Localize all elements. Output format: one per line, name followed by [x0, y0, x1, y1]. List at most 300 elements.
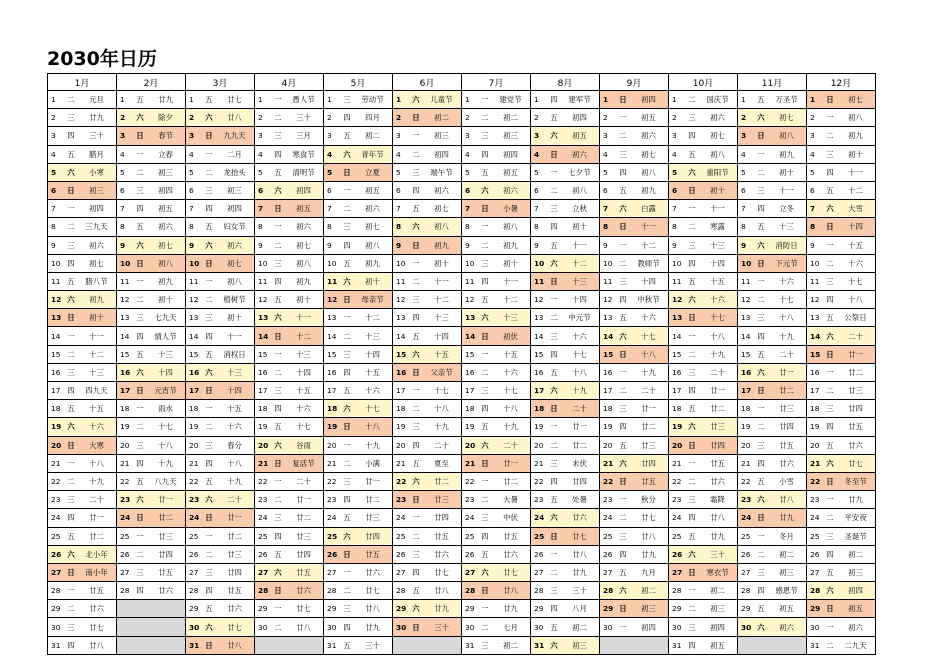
day-number: 16: [603, 367, 613, 377]
lunar-label: 十三: [434, 313, 449, 323]
day-number: 10: [465, 258, 475, 268]
day-cell: [48, 272, 117, 290]
day-cell: [117, 472, 186, 490]
lunar-label: 廿七: [641, 513, 656, 523]
day-number: 2: [603, 113, 608, 123]
day-number: 26: [534, 549, 544, 559]
lunar-label: 初七: [641, 149, 656, 159]
weekday-label: 一: [412, 131, 420, 141]
day-cell: [807, 163, 876, 181]
day-number: 20: [534, 440, 544, 450]
lunar-label: 十三: [710, 240, 725, 250]
day-number: 4: [51, 149, 56, 159]
day-cell: [186, 600, 255, 618]
day-cell: [600, 309, 669, 327]
day-cell: [600, 509, 669, 527]
lunar-label: 十七: [158, 422, 173, 432]
weekday-label: 三: [619, 404, 627, 414]
weekday-label: 一: [550, 167, 558, 177]
day-number: 3: [672, 131, 677, 141]
lunar-label: 十六: [503, 367, 518, 377]
day-number: 26: [120, 549, 130, 559]
weekday-label: 四: [205, 204, 213, 214]
weekday-label: 三: [343, 349, 351, 359]
day-cell: [255, 472, 324, 490]
day-cell: [807, 545, 876, 563]
day-cell: [462, 345, 531, 363]
weekday-label: 五: [757, 604, 765, 614]
weekday-label: 三: [136, 186, 144, 196]
lunar-label: 冬至节: [844, 477, 867, 487]
day-cell: [600, 436, 669, 454]
day-cell: [807, 309, 876, 327]
month-header: 3月: [186, 74, 255, 91]
day-cell: [531, 636, 600, 654]
weekday-label: 四: [136, 586, 144, 596]
day-cell: [669, 272, 738, 290]
lunar-label: 初九: [641, 186, 656, 196]
weekday-label: 三: [67, 367, 75, 377]
lunar-label: 廿七: [296, 604, 311, 614]
weekday-label: 四: [757, 458, 765, 468]
day-number: 17: [534, 386, 545, 396]
day-cell: [669, 436, 738, 454]
weekday-label: 四: [274, 149, 282, 159]
lunar-label: 元旦: [89, 95, 104, 105]
day-number: 12: [603, 295, 613, 305]
lunar-label: 十八: [779, 313, 794, 323]
lunar-label: 初五: [641, 113, 656, 123]
day-number: 7: [51, 204, 56, 214]
day-number: 8: [465, 222, 470, 232]
day-number: 19: [672, 422, 683, 432]
day-cell: [255, 527, 324, 545]
day-number: 25: [810, 531, 820, 541]
lunar-label: 廿二: [503, 477, 518, 487]
weekday-label: 二: [619, 513, 627, 523]
weekday-label: 六: [619, 204, 627, 214]
day-number: 19: [810, 422, 820, 432]
day-cell: [186, 563, 255, 581]
weekday-label: 日: [412, 367, 420, 377]
weekday-label: 五: [757, 95, 765, 105]
day-number: 9: [465, 240, 470, 250]
weekday-label: 四: [688, 131, 696, 141]
day-number: 2: [327, 113, 332, 123]
day-cell: [738, 509, 807, 527]
lunar-label: 初三: [848, 567, 863, 577]
day-number: 10: [396, 258, 406, 268]
weekday-label: 六: [343, 404, 351, 414]
day-number: 25: [396, 531, 406, 541]
weekday-label: 一: [67, 458, 75, 468]
lunar-label: 廿二: [848, 367, 863, 377]
day-number: 30: [534, 622, 544, 632]
weekday-label: 三: [481, 513, 489, 523]
day-number: 25: [327, 531, 338, 541]
day-number: 7: [810, 204, 816, 214]
weekday-label: 日: [67, 313, 75, 323]
table-row: [48, 163, 876, 181]
day-number: 1: [672, 95, 677, 105]
day-number: 28: [603, 586, 614, 596]
weekday-label: 日: [343, 549, 351, 559]
weekday-label: 四: [757, 331, 765, 341]
day-number: 31: [534, 640, 545, 650]
lunar-label: 廿八: [779, 495, 794, 505]
lunar-label: 二十: [848, 331, 863, 341]
day-number: 4: [327, 149, 333, 159]
lunar-label: 二十: [572, 404, 587, 414]
lunar-label: 初四: [158, 186, 173, 196]
day-cell: [669, 509, 738, 527]
day-number: 8: [51, 222, 56, 232]
weekday-label: 一: [688, 586, 696, 596]
weekday-label: 五: [688, 404, 696, 414]
weekday-label: 一: [412, 386, 420, 396]
day-cell: [600, 527, 669, 545]
day-number: 17: [258, 386, 268, 396]
weekday-label: 日: [826, 95, 834, 105]
day-cell: [324, 436, 393, 454]
day-cell: [255, 491, 324, 509]
day-number: 13: [603, 313, 613, 323]
weekday-label: 四: [205, 586, 213, 596]
lunar-label: 廿七: [227, 95, 242, 105]
weekday-label: 六: [412, 95, 420, 105]
weekday-label: 三: [481, 386, 489, 396]
weekday-label: 二: [619, 386, 627, 396]
weekday-label: 四: [67, 386, 75, 396]
weekday-label: 六: [481, 186, 489, 196]
day-cell: [186, 636, 255, 654]
lunar-label: 初四: [641, 95, 656, 105]
lunar-label: 初六: [641, 131, 656, 141]
day-cell: [531, 218, 600, 236]
weekday-label: 四: [412, 186, 420, 196]
day-cell: [393, 382, 462, 400]
day-cell: [324, 563, 393, 581]
weekday-label: 五: [550, 495, 558, 505]
day-number: 30: [258, 622, 268, 632]
weekday-label: 日: [550, 531, 558, 541]
weekday-label: 六: [757, 113, 765, 123]
day-number: 24: [810, 513, 820, 523]
day-cell: [393, 309, 462, 327]
weekday-label: 一: [274, 222, 282, 232]
day-number: 7: [741, 204, 746, 214]
day-number: 7: [465, 204, 471, 214]
day-cell: [738, 527, 807, 545]
day-cell: [324, 600, 393, 618]
day-cell: [600, 91, 669, 109]
weekday-label: 一: [205, 149, 213, 159]
weekday-label: 四: [826, 167, 834, 177]
weekday-label: 日: [481, 204, 489, 214]
lunar-label: 初六: [89, 240, 104, 250]
lunar-label: 廿一: [848, 349, 863, 359]
weekday-label: 一: [688, 458, 696, 468]
day-number: 9: [327, 240, 332, 250]
month-header: 11月: [738, 74, 807, 91]
day-cell: [807, 563, 876, 581]
day-number: 3: [603, 131, 608, 141]
weekday-label: 日: [67, 567, 75, 577]
day-cell: [669, 618, 738, 636]
lunar-label: 廿八: [227, 640, 242, 650]
lunar-label: 二十: [296, 477, 311, 487]
lunar-label: 初八: [572, 186, 587, 196]
lunar-label: 小雪: [779, 477, 794, 487]
empty-cell: [738, 636, 807, 654]
day-number: 26: [603, 549, 613, 559]
lunar-label: 大寒: [89, 440, 104, 450]
weekday-label: 日: [136, 386, 144, 396]
lunar-label: 廿五: [848, 422, 863, 432]
day-number: 31: [51, 640, 61, 650]
day-cell: [255, 545, 324, 563]
day-number: 13: [534, 313, 544, 323]
day-cell: [393, 327, 462, 345]
day-number: 20: [603, 440, 613, 450]
weekday-label: 六: [688, 295, 696, 305]
day-number: 23: [741, 495, 752, 505]
lunar-label: 十八: [572, 367, 587, 377]
weekday-label: 一: [343, 567, 351, 577]
day-cell: [462, 127, 531, 145]
weekday-label: 二: [67, 477, 75, 487]
weekday-label: 二: [136, 167, 144, 177]
day-cell: [738, 436, 807, 454]
day-number: 12: [534, 295, 544, 305]
lunar-label: 寒露: [710, 222, 725, 232]
day-cell: [393, 163, 462, 181]
day-cell: [324, 363, 393, 381]
day-number: 29: [810, 604, 821, 614]
lunar-label: 妇女节: [223, 222, 246, 232]
lunar-label: 廿六: [710, 477, 725, 487]
day-number: 14: [672, 331, 682, 341]
lunar-label: 廿五: [89, 586, 104, 596]
day-number: 1: [396, 95, 402, 105]
day-number: 26: [810, 549, 820, 559]
day-cell: [48, 163, 117, 181]
day-number: 18: [741, 404, 751, 414]
day-cell: [48, 218, 117, 236]
day-number: 23: [465, 495, 475, 505]
day-cell: [531, 382, 600, 400]
lunar-label: 初十: [365, 276, 380, 286]
day-cell: [807, 254, 876, 272]
lunar-label: 十八: [710, 331, 725, 341]
lunar-label: 初三: [158, 167, 173, 177]
day-cell: [531, 545, 600, 563]
weekday-label: 三: [412, 167, 420, 177]
lunar-label: 十一: [779, 186, 794, 196]
weekday-label: 一: [826, 240, 834, 250]
lunar-label: 十三: [572, 276, 587, 286]
day-cell: [48, 400, 117, 418]
day-number: 22: [189, 477, 199, 487]
lunar-label: 廿五: [710, 458, 725, 468]
weekday-label: 日: [481, 458, 489, 468]
weekday-label: 二: [826, 131, 834, 141]
lunar-label: 十二: [296, 331, 311, 341]
lunar-label: 初四: [572, 113, 587, 123]
lunar-label: 大暑: [503, 495, 518, 505]
day-cell: [531, 181, 600, 199]
weekday-label: 六: [274, 186, 282, 196]
lunar-label: 廿二: [296, 513, 311, 523]
weekday-label: 四: [619, 295, 627, 305]
weekday-label: 一: [274, 349, 282, 359]
lunar-label: 初七: [158, 240, 173, 250]
day-number: 23: [120, 495, 131, 505]
day-cell: [462, 363, 531, 381]
day-cell: [48, 618, 117, 636]
lunar-label: 廿四: [641, 458, 656, 468]
weekday-label: 六: [481, 313, 489, 323]
weekday-label: 一: [274, 95, 282, 105]
day-cell: [48, 127, 117, 145]
day-number: 11: [189, 276, 199, 286]
weekday-label: 二: [481, 113, 489, 123]
day-number: 15: [603, 349, 614, 359]
weekday-label: 一: [136, 149, 144, 159]
day-number: 3: [534, 131, 540, 141]
day-cell: [531, 272, 600, 290]
lunar-label: 龙抬头: [223, 167, 246, 177]
day-number: 10: [120, 258, 131, 268]
day-cell: [600, 600, 669, 618]
lunar-label: 廿三: [296, 531, 311, 541]
lunar-label: 寒食节: [292, 149, 315, 159]
day-number: 28: [396, 586, 406, 596]
day-cell: [255, 309, 324, 327]
day-number: 26: [51, 549, 62, 559]
day-number: 2: [51, 113, 56, 123]
day-cell: [117, 400, 186, 418]
weekday-label: 日: [67, 186, 75, 196]
weekday-label: 一: [757, 531, 765, 541]
empty-cell: [600, 636, 669, 654]
lunar-label: 廿二: [89, 531, 104, 541]
weekday-label: 日: [550, 149, 558, 159]
weekday-label: 五: [550, 113, 558, 123]
weekday-label: 日: [826, 604, 834, 614]
lunar-label: 建军节: [568, 95, 591, 105]
day-number: 9: [534, 240, 539, 250]
weekday-label: 五: [343, 640, 351, 650]
lunar-label: 廿七: [365, 586, 380, 596]
day-number: 14: [258, 331, 269, 341]
day-cell: [669, 491, 738, 509]
lunar-label: 廿二: [158, 513, 173, 523]
month-header: 9月: [600, 74, 669, 91]
day-number: 14: [396, 331, 406, 341]
day-cell: [393, 200, 462, 218]
lunar-label: 廿五: [641, 477, 656, 487]
weekday-label: 二: [136, 295, 144, 305]
lunar-label: 除夕: [158, 113, 173, 123]
day-number: 13: [465, 313, 476, 323]
day-number: 12: [672, 295, 683, 305]
day-cell: [807, 200, 876, 218]
day-cell: [324, 218, 393, 236]
day-cell: [393, 109, 462, 127]
day-number: 24: [672, 513, 682, 523]
lunar-label: 廿九: [710, 531, 725, 541]
day-cell: [807, 600, 876, 618]
weekday-label: 二: [136, 549, 144, 559]
month-header: 5月: [324, 74, 393, 91]
day-cell: [48, 418, 117, 436]
day-number: 4: [672, 149, 677, 159]
weekday-label: 四: [343, 367, 351, 377]
day-cell: [186, 527, 255, 545]
day-number: 19: [189, 422, 199, 432]
weekday-label: 六: [205, 113, 213, 123]
day-cell: [48, 109, 117, 127]
lunar-label: 初十: [710, 186, 725, 196]
day-number: 16: [327, 367, 337, 377]
lunar-label: 三十: [710, 549, 725, 559]
lunar-label: 三十: [572, 586, 587, 596]
day-cell: [531, 236, 600, 254]
day-number: 23: [51, 495, 61, 505]
lunar-label: 消权日: [223, 349, 246, 359]
day-cell: [807, 272, 876, 290]
weekday-label: 五: [274, 549, 282, 559]
day-cell: [669, 327, 738, 345]
lunar-label: 初四: [89, 204, 104, 214]
day-number: 14: [120, 331, 130, 341]
weekday-label: 五: [343, 513, 351, 523]
day-number: 17: [741, 386, 752, 396]
day-number: 25: [189, 531, 199, 541]
weekday-label: 四: [136, 458, 144, 468]
day-cell: [48, 254, 117, 272]
table-row: [48, 600, 876, 618]
day-cell: [807, 418, 876, 436]
lunar-label: 初十: [779, 167, 794, 177]
lunar-label: 廿七: [503, 567, 518, 577]
weekday-label: 五: [67, 276, 75, 286]
lunar-label: 廿一: [710, 386, 725, 396]
day-number: 23: [258, 495, 268, 505]
day-number: 13: [810, 313, 820, 323]
weekday-label: 四: [550, 95, 558, 105]
weekday-label: 四: [619, 422, 627, 432]
day-number: 20: [327, 440, 337, 450]
day-number: 15: [258, 349, 268, 359]
weekday-label: 一: [205, 404, 213, 414]
day-cell: [186, 454, 255, 472]
day-cell: [462, 109, 531, 127]
lunar-label: 清明节: [292, 167, 315, 177]
day-number: 3: [810, 131, 815, 141]
day-number: 28: [465, 586, 476, 596]
day-cell: [324, 200, 393, 218]
weekday-label: 三: [619, 149, 627, 159]
day-number: 21: [810, 458, 821, 468]
day-number: 19: [534, 422, 544, 432]
lunar-label: 廿一: [227, 513, 242, 523]
day-cell: [117, 527, 186, 545]
lunar-label: 廿九: [848, 495, 863, 505]
weekday-label: 三: [826, 149, 834, 159]
day-cell: [462, 545, 531, 563]
